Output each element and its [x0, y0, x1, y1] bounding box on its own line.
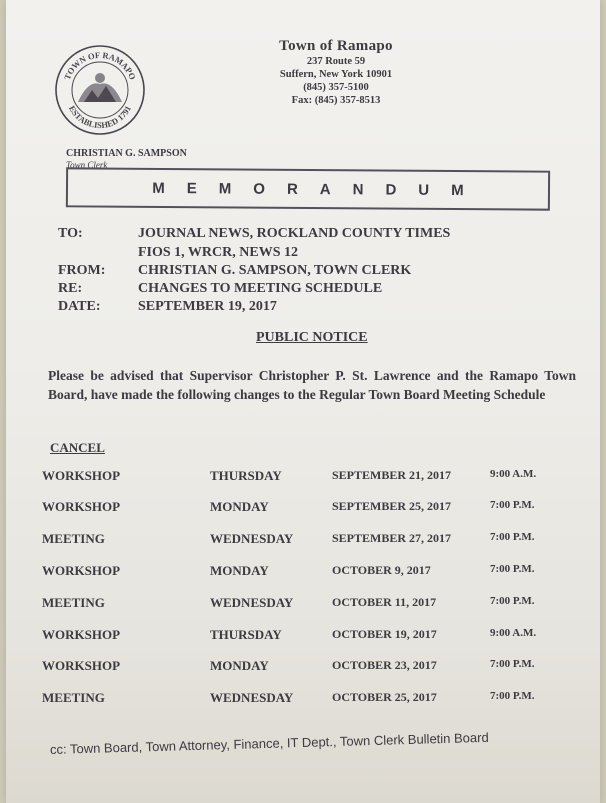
event-type: MEETING: [42, 690, 105, 705]
from-value: CHRISTIAN G. SAMPSON, TOWN CLERK: [138, 263, 412, 278]
event-day: MONDAY: [210, 658, 269, 673]
event-day: MONDAY: [210, 499, 269, 514]
from-label: FROM:: [58, 263, 106, 278]
memorandum-banner: [66, 167, 550, 210]
schedule-row: [6, 468, 600, 488]
event-day: THURSDAY: [210, 627, 282, 642]
event-time: 7:00 P.M.: [490, 499, 535, 511]
event-time: 7:00 P.M.: [490, 531, 535, 543]
address-line2: Suffern, New York 10901: [279, 69, 393, 80]
event-type: WORKSHOP: [42, 658, 121, 673]
event-date: OCTOBER 25, 2017: [332, 690, 437, 704]
memorandum-title: MEMORANDUM: [152, 179, 486, 199]
event-date: OCTOBER 11, 2017: [332, 595, 437, 609]
cc-list: cc: Town Board, Town Attorney, Finance, IT Dept., Town Clerk Bulletin Board: [49, 729, 489, 757]
to-label: TO:: [58, 226, 83, 241]
schedule-row: [6, 658, 600, 678]
address-line1: 237 Route 59: [306, 56, 366, 67]
schedule-row: [6, 627, 600, 647]
event-date: OCTOBER 23, 2017: [332, 658, 437, 672]
memo-page: [6, 0, 600, 803]
event-type: WORKSHOP: [42, 563, 121, 578]
seal-top-text: TOWN OF RAMAPO: [61, 49, 139, 82]
event-date: SEPTEMBER 25, 2017: [332, 499, 452, 513]
event-day: THURSDAY: [210, 468, 282, 483]
event-type: MEETING: [42, 531, 105, 546]
town-name: Town of Ramapo: [279, 38, 393, 54]
schedule-row: [6, 499, 600, 519]
schedule-row: [6, 690, 600, 710]
event-type: WORKSHOP: [42, 468, 121, 483]
to-line2: FIOS 1, WRCR, NEWS 12: [138, 245, 298, 260]
event-type: WORKSHOP: [42, 627, 121, 642]
event-time: 9:00 A.M.: [490, 468, 537, 480]
schedule-row: [6, 563, 600, 583]
event-time: 7:00 P.M.: [490, 595, 535, 607]
event-date: OCTOBER 9, 2017: [332, 563, 431, 577]
fax-number: Fax: (845) 357-8513: [291, 95, 381, 106]
notice-body: Please be advised that Supervisor Christopher P. St. Lawrence and the Ramapo Town Board, have made the following changes to the Regular Town Board Meeting Schedule: [48, 368, 576, 402]
schedule-row: [6, 531, 600, 551]
clerk-title: Town Clerk: [66, 160, 108, 170]
event-date: SEPTEMBER 27, 2017: [332, 531, 452, 545]
event-time: 9:00 A.M.: [490, 627, 537, 639]
letterhead: [236, 38, 436, 107]
event-day: MONDAY: [210, 563, 269, 578]
town-seal-icon: [54, 44, 146, 136]
event-time: 7:00 P.M.: [490, 690, 535, 702]
re-label: RE:: [58, 281, 83, 296]
event-day: WEDNESDAY: [210, 531, 294, 546]
date-value: SEPTEMBER 19, 2017: [138, 299, 277, 314]
clerk-name: CHRISTIAN G. SAMPSON: [66, 148, 187, 159]
public-notice-title: PUBLIC NOTICE: [256, 330, 368, 345]
event-type: MEETING: [42, 595, 105, 610]
event-date: OCTOBER 19, 2017: [332, 627, 437, 641]
event-day: WEDNESDAY: [210, 690, 294, 705]
seal-bottom-text: ESTABLISHED 1791: [66, 103, 133, 131]
event-time: 7:00 P.M.: [490, 563, 535, 575]
event-type: WORKSHOP: [42, 499, 121, 514]
date-label: DATE:: [58, 299, 101, 314]
event-day: WEDNESDAY: [210, 595, 294, 610]
phone-number: (845) 357-5100: [303, 82, 369, 93]
event-time: 7:00 P.M.: [490, 658, 535, 670]
schedule-row: [6, 595, 600, 615]
event-date: SEPTEMBER 21, 2017: [332, 468, 452, 482]
svg-text:ESTABLISHED 1791: [67, 104, 133, 130]
re-value: CHANGES TO MEETING SCHEDULE: [138, 281, 383, 296]
to-line1: JOURNAL NEWS, ROCKLAND COUNTY TIMES: [138, 226, 451, 241]
cancel-label: CANCEL: [50, 440, 105, 455]
